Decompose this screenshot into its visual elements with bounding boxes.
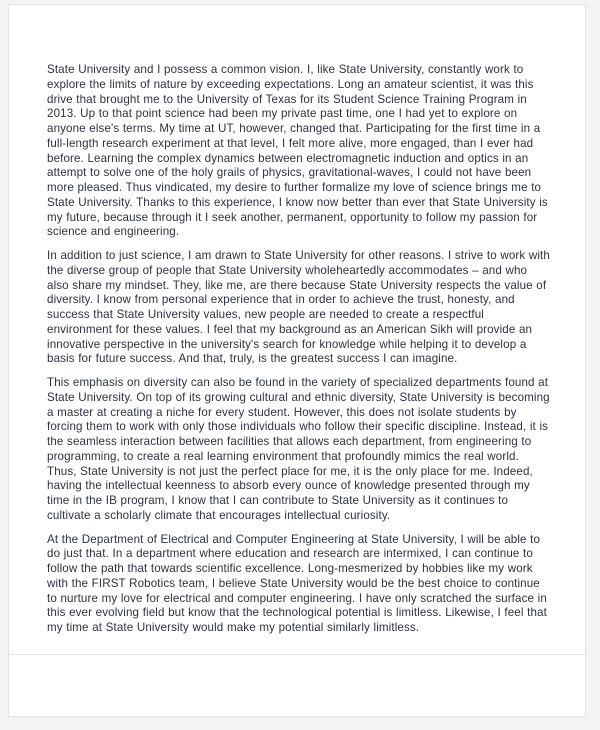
- essay-paragraph-3: This emphasis on diversity can also be found in the variety of specialized departments found at State University. On top of its growing cultural and ethnic diversity, State University is becoming a master at creating a niche for every student. However, this does not isolate students by forcing them to work with only those individuals who follow their specific discipline. Instead, it is the seamless interaction between facilities that allows each department, from engineering to programming, to create a real learning environment that profoundly mimics the real world. Thus, State University is not just the perfect place for me, it is the only place for me. Indeed, having the intellectual keenness to absorb every ounce of knowledge presented through my time in the IB program, I know that I can contribute to State University as it continues to cultivate a scholarly climate that encourages intellectual curiosity.: [47, 376, 550, 522]
- document-text-region: [9, 5, 585, 653]
- document-page: [8, 4, 586, 717]
- essay-paragraph-2: In addition to just science, I am drawn to State University for other reasons. I strive to work with the diverse group of people that State University wholeheartedly accommodates – and who also share my mindset. They, like me, are there because State University respects the value of diversity. I know from personal experience that in order to achieve the trust, honesty, and success that State University values, new people are needed to create a respectful environment for these values. I feel that my background as an American Sikh will provide an innovative perspective in the university's search for knowledge while helping it to develop a basis for future success. And that, truly, is the greatest success I can imagine.: [47, 249, 550, 366]
- essay-paragraph-1: State University and I possess a common vision. I, like State University, constantly work to explore the limits of nature by exceeding expectations. Long an amateur scientist, it was this drive that brought me to the University of Texas for its Student Science Training Program in 2013. Up to that point science had been my private past time, one I had yet to explore on anyone else's terms. My time at UT, however, changed that. Participating for the first time in a full-length research experiment at that level, I felt more alive, more engaged, than I ever had before. Learning the complex dynamics between electromagnetic induction and optics in an attempt to solve one of the holy grails of physics, gravitational-waves, I could not have been more pleased. Thus vindicated, my desire to further formalize my love of science brings me to State University. Thanks to this experience, I know now better than ever that State University is my future, because through it I seek another, permanent, opportunity to follow my passion for science and engineering.: [47, 63, 548, 239]
- essay-paragraph-4: At the Department of Electrical and Computer Engineering at State University, I will be able to do just that. In a department where education and research are intermixed, I can continue to follow the path that towards scientific excellence. Long-mesmerized by hobbies like my work with the FIRST Robotics team, I believe State University would be the best choice to continue to nurture my love for electrical and computer engineering. I have only scratched the surface in this ever evolving field but know that the technological potential is limitless. Likewise, I feel that my time at State University would make my potential similarly limitless.: [47, 532, 547, 634]
- essay-body: [47, 63, 551, 636]
- page-footer-area: [9, 655, 585, 716]
